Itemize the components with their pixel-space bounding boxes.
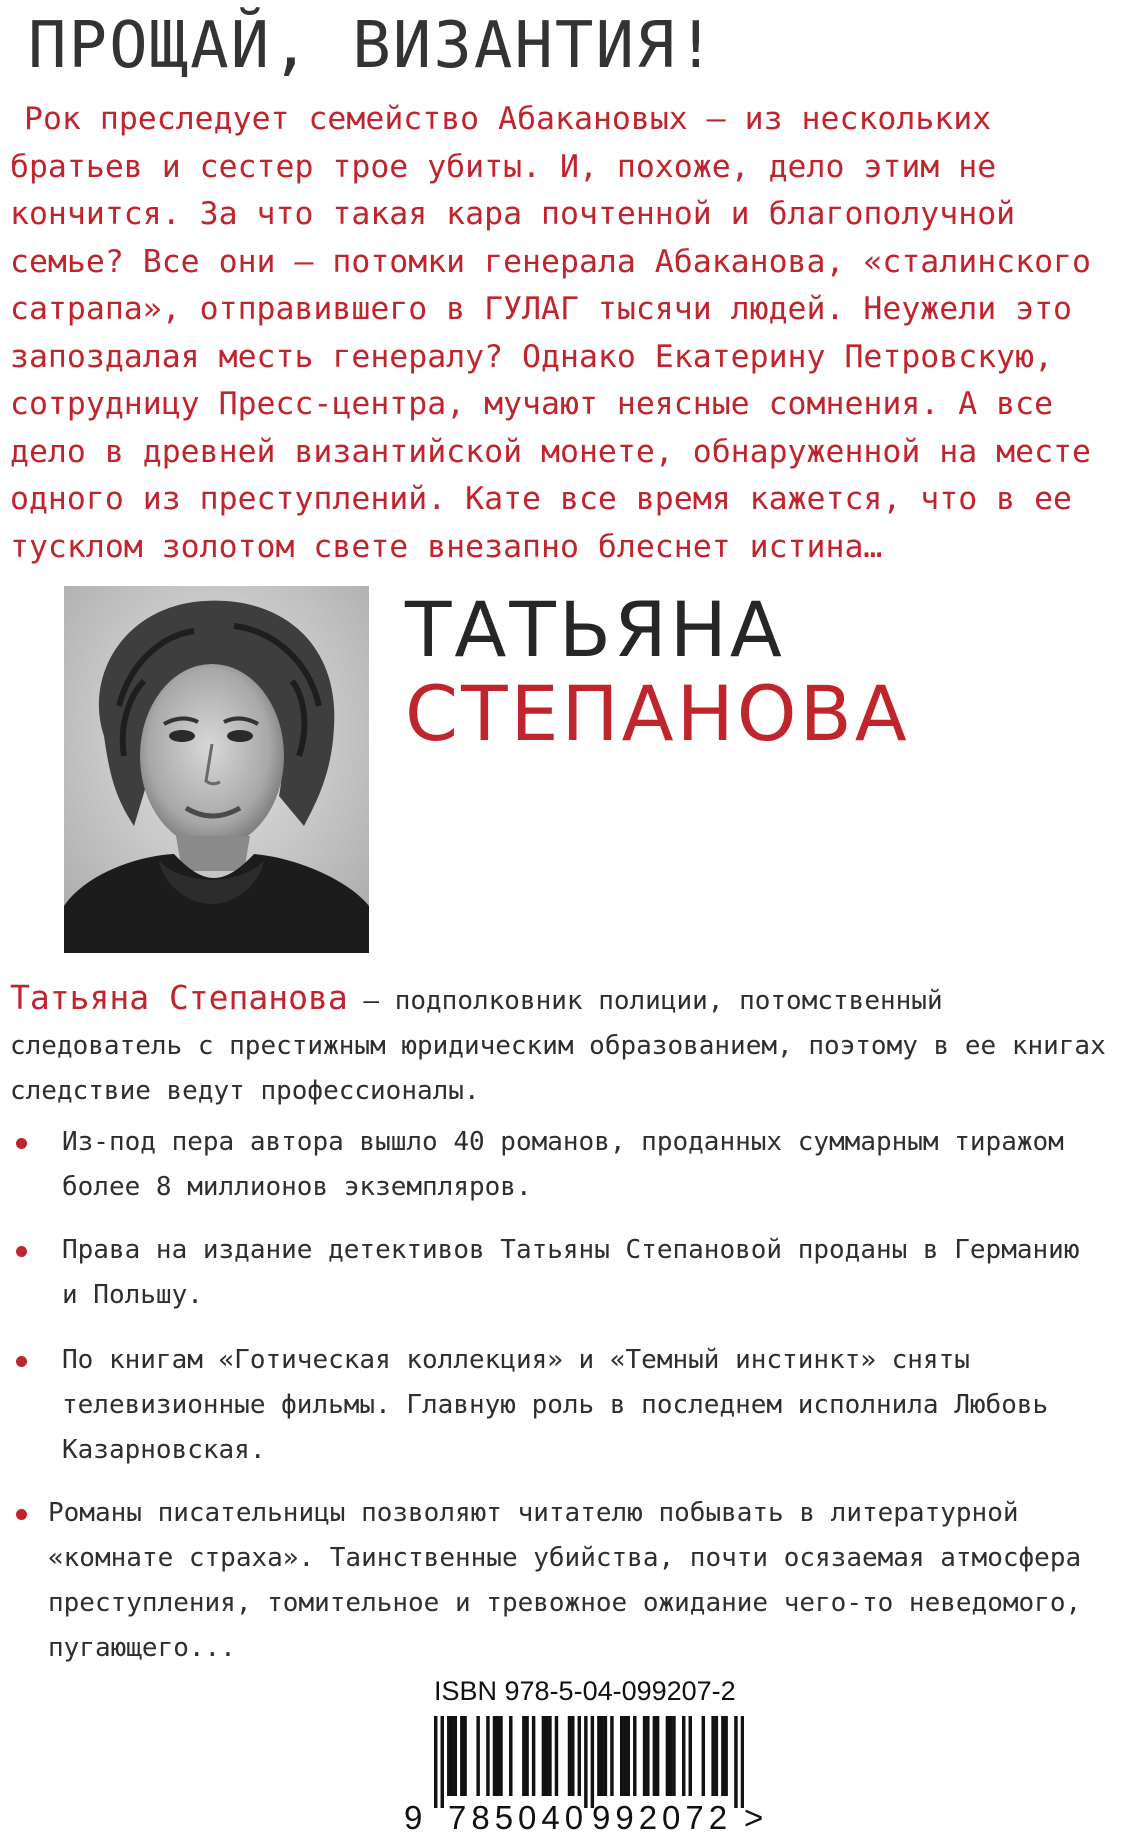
fact-text: По книгам «Готическая коллекция» и «Темный инстинкт» сняты телевизионные фильмы. Главную роль в последнем исполнила Любовь Казарновская. — [62, 1345, 1049, 1465]
author-facts-list — [10, 1120, 1110, 1671]
barcode-bar — [610, 1716, 613, 1796]
barcode-bar — [682, 1716, 685, 1796]
barcode-bar — [476, 1716, 479, 1796]
barcode-bar — [542, 1716, 545, 1796]
barcode-bar — [493, 1716, 496, 1796]
fact-text: Права на издание детективов Татьяны Степановой проданы в Германию и Польшу. — [62, 1235, 1080, 1310]
barcode-bar — [600, 1716, 603, 1796]
barcode-bar — [666, 1716, 669, 1796]
barcode-bar — [597, 1716, 600, 1796]
bullet-dot-icon — [16, 1138, 27, 1149]
fact-item — [10, 1228, 1110, 1318]
barcode-bar — [571, 1716, 574, 1796]
author-last-name: СТЕПАНОВА — [405, 669, 910, 758]
barcode-bar — [496, 1716, 499, 1796]
barcode-bar — [633, 1716, 636, 1796]
barcode-bar — [721, 1716, 724, 1796]
barcode-bar — [450, 1716, 453, 1796]
barcode-bar — [643, 1716, 646, 1796]
barcode-bar — [532, 1716, 535, 1796]
book-annotation: Рок преследует семейство Абакановых – из нескольких братьев и сестер трое убиты. И, похоже, дело этим не кончится. За что такая кара почтенной и благополучной семье? Все они – потомки генерала Абаканова, «сталинского сатрапа», отправившего в ГУЛАГ тысячи людей. Неужели это запоздалая месть генералу? Однако Екатерину Петровскую, сотрудницу Пресс-центра, мучают неясные сомнения. А все дело в древней византийской монете, обнаруженной на месте одного из преступлений. Кате все время кажется, что в ее тусклом золотом свете внезапно блеснет истина… — [10, 101, 1091, 565]
barcode-bar — [509, 1716, 512, 1796]
barcode-bar — [460, 1716, 463, 1796]
barcode-bar — [525, 1716, 528, 1796]
fact-text: Романы писательницы позволяют читателю побывать в литературной «комнате страха». Таинственные убийства, почти осязаемая атмосфера преступления, томительное и тревожное ожидание чего-то неведомого, пугающего... — [48, 1498, 1082, 1663]
barcode-bar — [734, 1716, 737, 1808]
barcode-bar — [454, 1716, 457, 1796]
barcode-bar — [591, 1716, 594, 1808]
barcode-bar — [715, 1716, 718, 1796]
bullet-dot-icon — [16, 1509, 27, 1520]
fact-item — [10, 1491, 1110, 1671]
barcode-bar — [689, 1716, 692, 1796]
fact-text: Из-под пера автора вышло 40 романов, проданных суммарным тиражом более 8 миллионов экземпляров. — [62, 1127, 1064, 1202]
barcode-bar — [499, 1716, 502, 1796]
barcode-right-group: 992072 — [592, 1799, 733, 1836]
isbn-label: ISBN 978-5-04-099207-2 — [434, 1676, 736, 1706]
author-bio — [10, 975, 1110, 1114]
barcode-bar — [627, 1716, 630, 1796]
barcode-bar — [441, 1716, 444, 1808]
barcode-bar — [604, 1716, 607, 1796]
barcode-bar — [434, 1716, 437, 1808]
barcode-bar — [646, 1716, 649, 1796]
barcode-bar — [578, 1716, 581, 1796]
barcode-quiet-zone-mark: > — [744, 1799, 764, 1836]
fact-item — [10, 1338, 1110, 1473]
bullet-dot-icon — [16, 1246, 27, 1257]
barcode-lead-digit: 9 — [404, 1799, 423, 1836]
barcode-bar — [669, 1716, 672, 1796]
author-first-name: ТАТЬЯНА — [405, 585, 785, 674]
bio-author-name: Татьяна Степанова — [10, 978, 348, 1017]
barcode-bar — [555, 1716, 558, 1796]
barcode-icon — [434, 1716, 744, 1808]
barcode-bar — [653, 1716, 656, 1796]
barcode-bar — [623, 1716, 626, 1796]
barcode-bar — [522, 1716, 525, 1796]
barcode-bar — [545, 1716, 548, 1796]
barcode-bar — [447, 1716, 450, 1796]
barcode-bar — [548, 1716, 551, 1796]
barcode-bar — [568, 1716, 571, 1796]
barcode-bar — [620, 1716, 623, 1796]
barcode-left-group: 785040 — [448, 1799, 589, 1836]
barcode-bar — [672, 1716, 675, 1796]
barcode-bar — [463, 1716, 466, 1796]
fact-item — [10, 1120, 1110, 1210]
barcode-bar — [702, 1716, 705, 1796]
book-title: ПРОЩАЙ, ВИЗАНТИЯ! — [28, 9, 718, 83]
barcode-bar — [584, 1716, 587, 1808]
barcode-bar — [724, 1716, 727, 1796]
isbn-barcode-block — [404, 1676, 774, 1844]
barcode-bar — [656, 1716, 659, 1796]
bio-text: – подполковник полиции, потомственный следователь с престижным юридическим образованием, поэтому в ее книгах следствие ведут профессионалы. — [10, 986, 1106, 1106]
author-photo — [64, 586, 369, 953]
barcode-bar — [741, 1716, 744, 1808]
barcode-bar — [486, 1716, 489, 1796]
barcode-bar — [711, 1716, 714, 1796]
bullet-dot-icon — [16, 1356, 27, 1367]
